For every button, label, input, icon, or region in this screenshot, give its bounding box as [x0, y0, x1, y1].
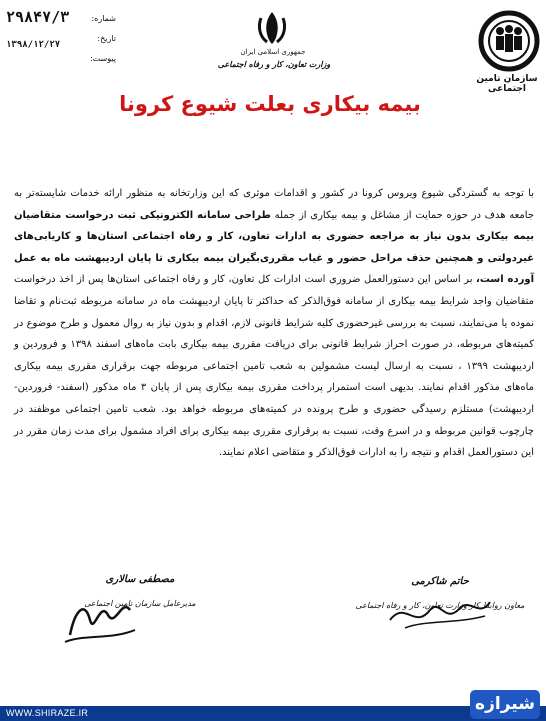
number-label: شماره:	[91, 14, 116, 23]
signer-title: معاون روابط کار وزارت تعاون، کار و رفاه اجتماعی	[355, 601, 525, 610]
document-title: بیمه بیکاری بعلت شیوع کرونا	[119, 92, 421, 116]
organization-name: سازمان تامین اجتماعی	[476, 74, 538, 94]
signer-name: مصطفی سالاری	[105, 574, 175, 585]
republic-label: جمهوری اسلامی ایران	[240, 48, 306, 56]
letter-meta	[6, 10, 116, 70]
footer-url: WWW.SHIRAZE.IR	[6, 708, 89, 718]
signer-name: حاتم شاکرمی	[411, 576, 469, 587]
ssto-logo-icon	[478, 10, 540, 72]
body-intro: با توجه به گستردگی شیوع ویروس کرونا در کشور و اقدامات موثری که این وزارتخانه به منظور ارائه خدمات شایسته‌تر به جامعه هدف در حوزه حمایت از مشاغل و بیمه بیکاری از جمله	[14, 188, 534, 221]
letter-number: ۲۹۸۴۷/۳	[6, 8, 70, 26]
iran-emblem-icon	[255, 8, 289, 48]
attachment-label: پیوست:	[89, 54, 116, 63]
shiraze-logo: شیرازه	[470, 690, 540, 719]
date-label: تاریخ:	[97, 34, 116, 43]
signature-scribble-icon	[60, 590, 140, 650]
body-main: بر اساس این دستورالعمل ضروری است ادارات کل تعاون، کار و رفاه اجتماعی استان‌ها پس از اخذ درخواست متقاضیان واجد شرایط بیمه بیکاری از سامانه فوق‌الذکر که حداکثر تا پایان اردیبهشت ماه در سامانه مربوطه ثبت‌نام و تقاضا نموده یا می‌نمایند، نسبت به بررسی غیرحضوری کلیه شرایط قانونی لازم، اقدام و بدون نیاز به روال معمول و طرح موضوع در کمیته‌های مربوطه، در صورت احراز شرایط قانونی برای دریافت مقرری بیمه بیکاری بابت ماه‌های اسفند ۱۳۹۸ و فروردین و اردیبهشت ۱۳۹۹ ، نسبت به ارسال لیست مشمولین به شعب تامین اجتماعی مربوطه جهت برقراری مقرری بیمه بیکاری ماه‌های مذکور اقدام نمایند. بدیهی است استمرار پرداخت مقرری بیمه بیکاری پس از پایان ۳ ماه مذکور (اسفند- فروردین- اردیبهشت) مستلزم رسیدگی حضوری و طرح پرونده در کمیته‌های مربوطه خواهد بود. شعب تامین اجتماعی موظفند در چارچوب قوانین مربوطه و در اسرع وقت، نسبت به برقراری مقرری بیمه بیکاری برای افراد مشمول برای مدت زمان مقرر در این دستورالعمل اقدام و نتیجه را به ادارات فوق‌الذکر و متقاضی اعلام نمایند.	[14, 274, 535, 459]
body-highlight: طراحی سامانه الکترونیکی ثبت درخواست متقاضیان بیمه بیکاری بدون نیاز به مراجعه حضوری به ادارات تعاون، کار و رفاه اجتماعی استان‌ها و کاریابی‌های غیردولتی و همچنین حذف مراحل حضور و غیاب مقرری‌بگیران بیمه بیکاری تا پایان اردیبهشت ماه به عمل آورده است،	[14, 209, 534, 286]
letter-date: ۱۳۹۸/۱۲/۲۷	[6, 40, 61, 50]
ministry-label: وزارت تعاون، کار و رفاه اجتماعی	[217, 60, 331, 69]
signature-scribble-icon	[385, 590, 495, 635]
letter-body	[14, 183, 534, 464]
signer-title: مدیرعامل سازمان تامین اجتماعی	[84, 599, 196, 608]
